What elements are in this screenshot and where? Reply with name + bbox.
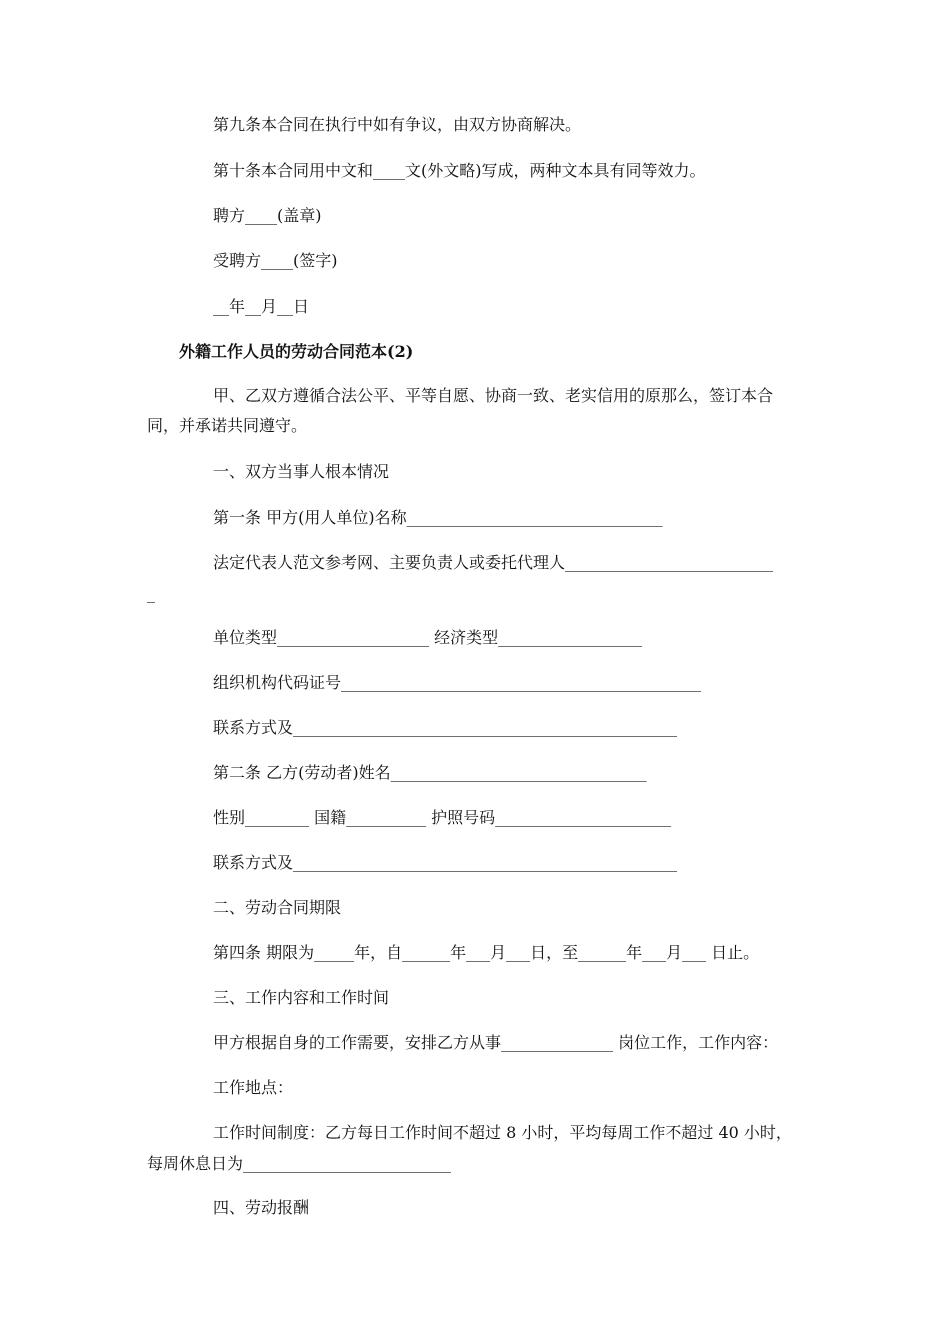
intro-paragraph-line-2: 同，并承诺共同遵守。	[147, 416, 308, 435]
clause-10: 第十条本合同用中文和____文(外文略)写成，两种文本具有同等效力。	[213, 161, 706, 180]
organization-code-line: 组织机构代码证号_____________________________________________	[213, 673, 702, 692]
unit-type-line: 单位类型___________________ 经济类型__________________	[213, 628, 643, 647]
gender-nationality-passport-line: 性别________ 国籍__________ 护照号码______________________	[213, 808, 672, 827]
part-3-heading: 三、工作内容和工作时间	[213, 988, 390, 1007]
legal-representative-line: 法定代表人范文参考网、主要负责人或委托代理人__________________________	[213, 553, 774, 572]
article-1-employer-name: 第一条 甲方(用人单位)名称________________________________	[213, 508, 663, 527]
article-4-term: 第四条 期限为_____年，自______年___月___日，至______年___月___ 日止。	[213, 943, 760, 962]
working-hours-line-1: 工作时间制度：乙方每日工作时间不超过 8 小时，平均每周工作不超过 40 小时，	[213, 1123, 792, 1142]
employer-contact-line: 联系方式及________________________________________________	[213, 718, 678, 737]
section-heading: 外籍工作人员的劳动合同范本(2)	[179, 342, 414, 361]
part-1-heading: 一、双方当事人根本情况	[213, 462, 390, 481]
clause-9: 第九条本合同在执行中如有争议，由双方协商解决。	[213, 115, 582, 134]
part-2-heading: 二、劳动合同期限	[213, 898, 342, 917]
working-hours-line-2: 每周休息日为__________________________	[147, 1154, 452, 1173]
article-2-employee-name: 第二条 乙方(劳动者)姓名________________________________	[213, 763, 647, 782]
legal-representative-overflow: _	[147, 584, 155, 603]
part-4-heading: 四、劳动报酬	[213, 1198, 310, 1217]
employee-signature-line: 受聘方____(签字)	[213, 251, 338, 270]
intro-paragraph-line-1: 甲、乙双方遵循合法公平、平等自愿、协商一致、老实信用的原那么，签订本合	[213, 386, 774, 405]
employer-seal-line: 聘方____(盖章)	[213, 206, 322, 225]
work-location-line: 工作地点：	[213, 1078, 294, 1097]
employee-contact-line: 联系方式及________________________________________________	[213, 853, 678, 872]
date-line: __年__月__日	[213, 297, 310, 316]
job-assignment-line: 甲方根据自身的工作需要，安排乙方从事______________ 岗位工作，工作内容：	[213, 1033, 779, 1052]
